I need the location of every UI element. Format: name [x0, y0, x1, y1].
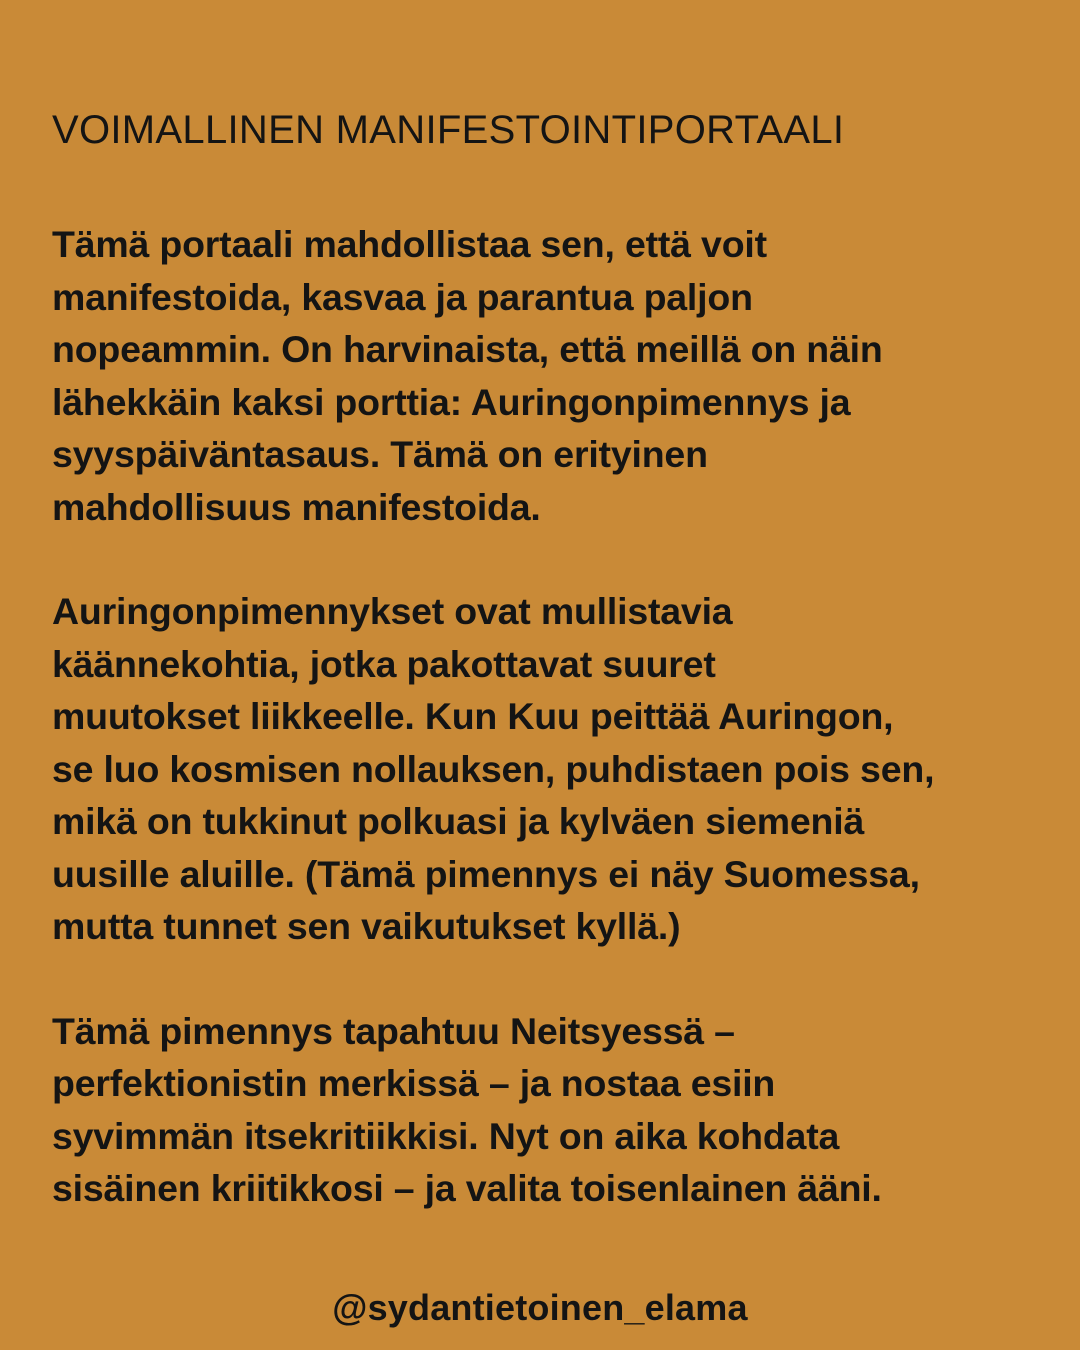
- paragraph-line: manifestoida, kasvaa ja parantua paljon: [52, 275, 753, 318]
- post-content: [52, 104, 1042, 1267]
- paragraph-line: uusille aluille. (Tämä pimennys ei näy Suomessa,: [52, 852, 920, 895]
- paragraph-line: se luo kosmisen nollauksen, puhdistaen pois sen,: [52, 747, 935, 790]
- paragraph-line: nopeammin. On harvinaista, että meillä on näin: [52, 328, 883, 370]
- paragraph-virgo: [52, 1005, 1042, 1215]
- paragraph-line: syvimmän itsekritiikkisi. Nyt on aika kohdata: [52, 1114, 840, 1157]
- paragraph-line: käännekohtia, jotka pakottavat suuret: [52, 642, 716, 685]
- paragraph-line: perfektionistin merkissä – ja nostaa esiin: [52, 1062, 776, 1104]
- paragraph-line: mikä on tukkinut polkuasi ja kylväen siemeniä: [52, 800, 865, 842]
- paragraph-line: mahdollisuus manifestoida.: [52, 485, 541, 528]
- paragraph-line: Tämä pimennys tapahtuu Neitsyessä –: [52, 1009, 735, 1052]
- paragraph-line: muutokset liikkeelle. Kun Kuu peittää Auringon,: [52, 695, 894, 737]
- post-title: VOIMALLINEN MANIFESTOINTIPORTAALI: [52, 108, 845, 152]
- paragraph-line: sisäinen kriitikkosi – ja valita toisenlainen ääni.: [52, 1167, 882, 1209]
- paragraph-intro: [52, 218, 1042, 533]
- paragraph-line: syyspäiväntasaus. Tämä on erityinen: [52, 433, 708, 475]
- paragraph-line: lähekkäin kaksi porttia: Auringonpimennys ja: [52, 380, 851, 423]
- paragraph-eclipses: [52, 585, 1042, 953]
- paragraph-line: Auringonpimennykset ovat mullistavia: [52, 590, 733, 632]
- paragraph-line: Tämä portaali mahdollistaa sen, että voit: [52, 223, 767, 265]
- account-handle: @sydantietoinen_elama: [332, 1287, 748, 1328]
- paragraph-line: mutta tunnet sen vaikutukset kyllä.): [52, 905, 681, 947]
